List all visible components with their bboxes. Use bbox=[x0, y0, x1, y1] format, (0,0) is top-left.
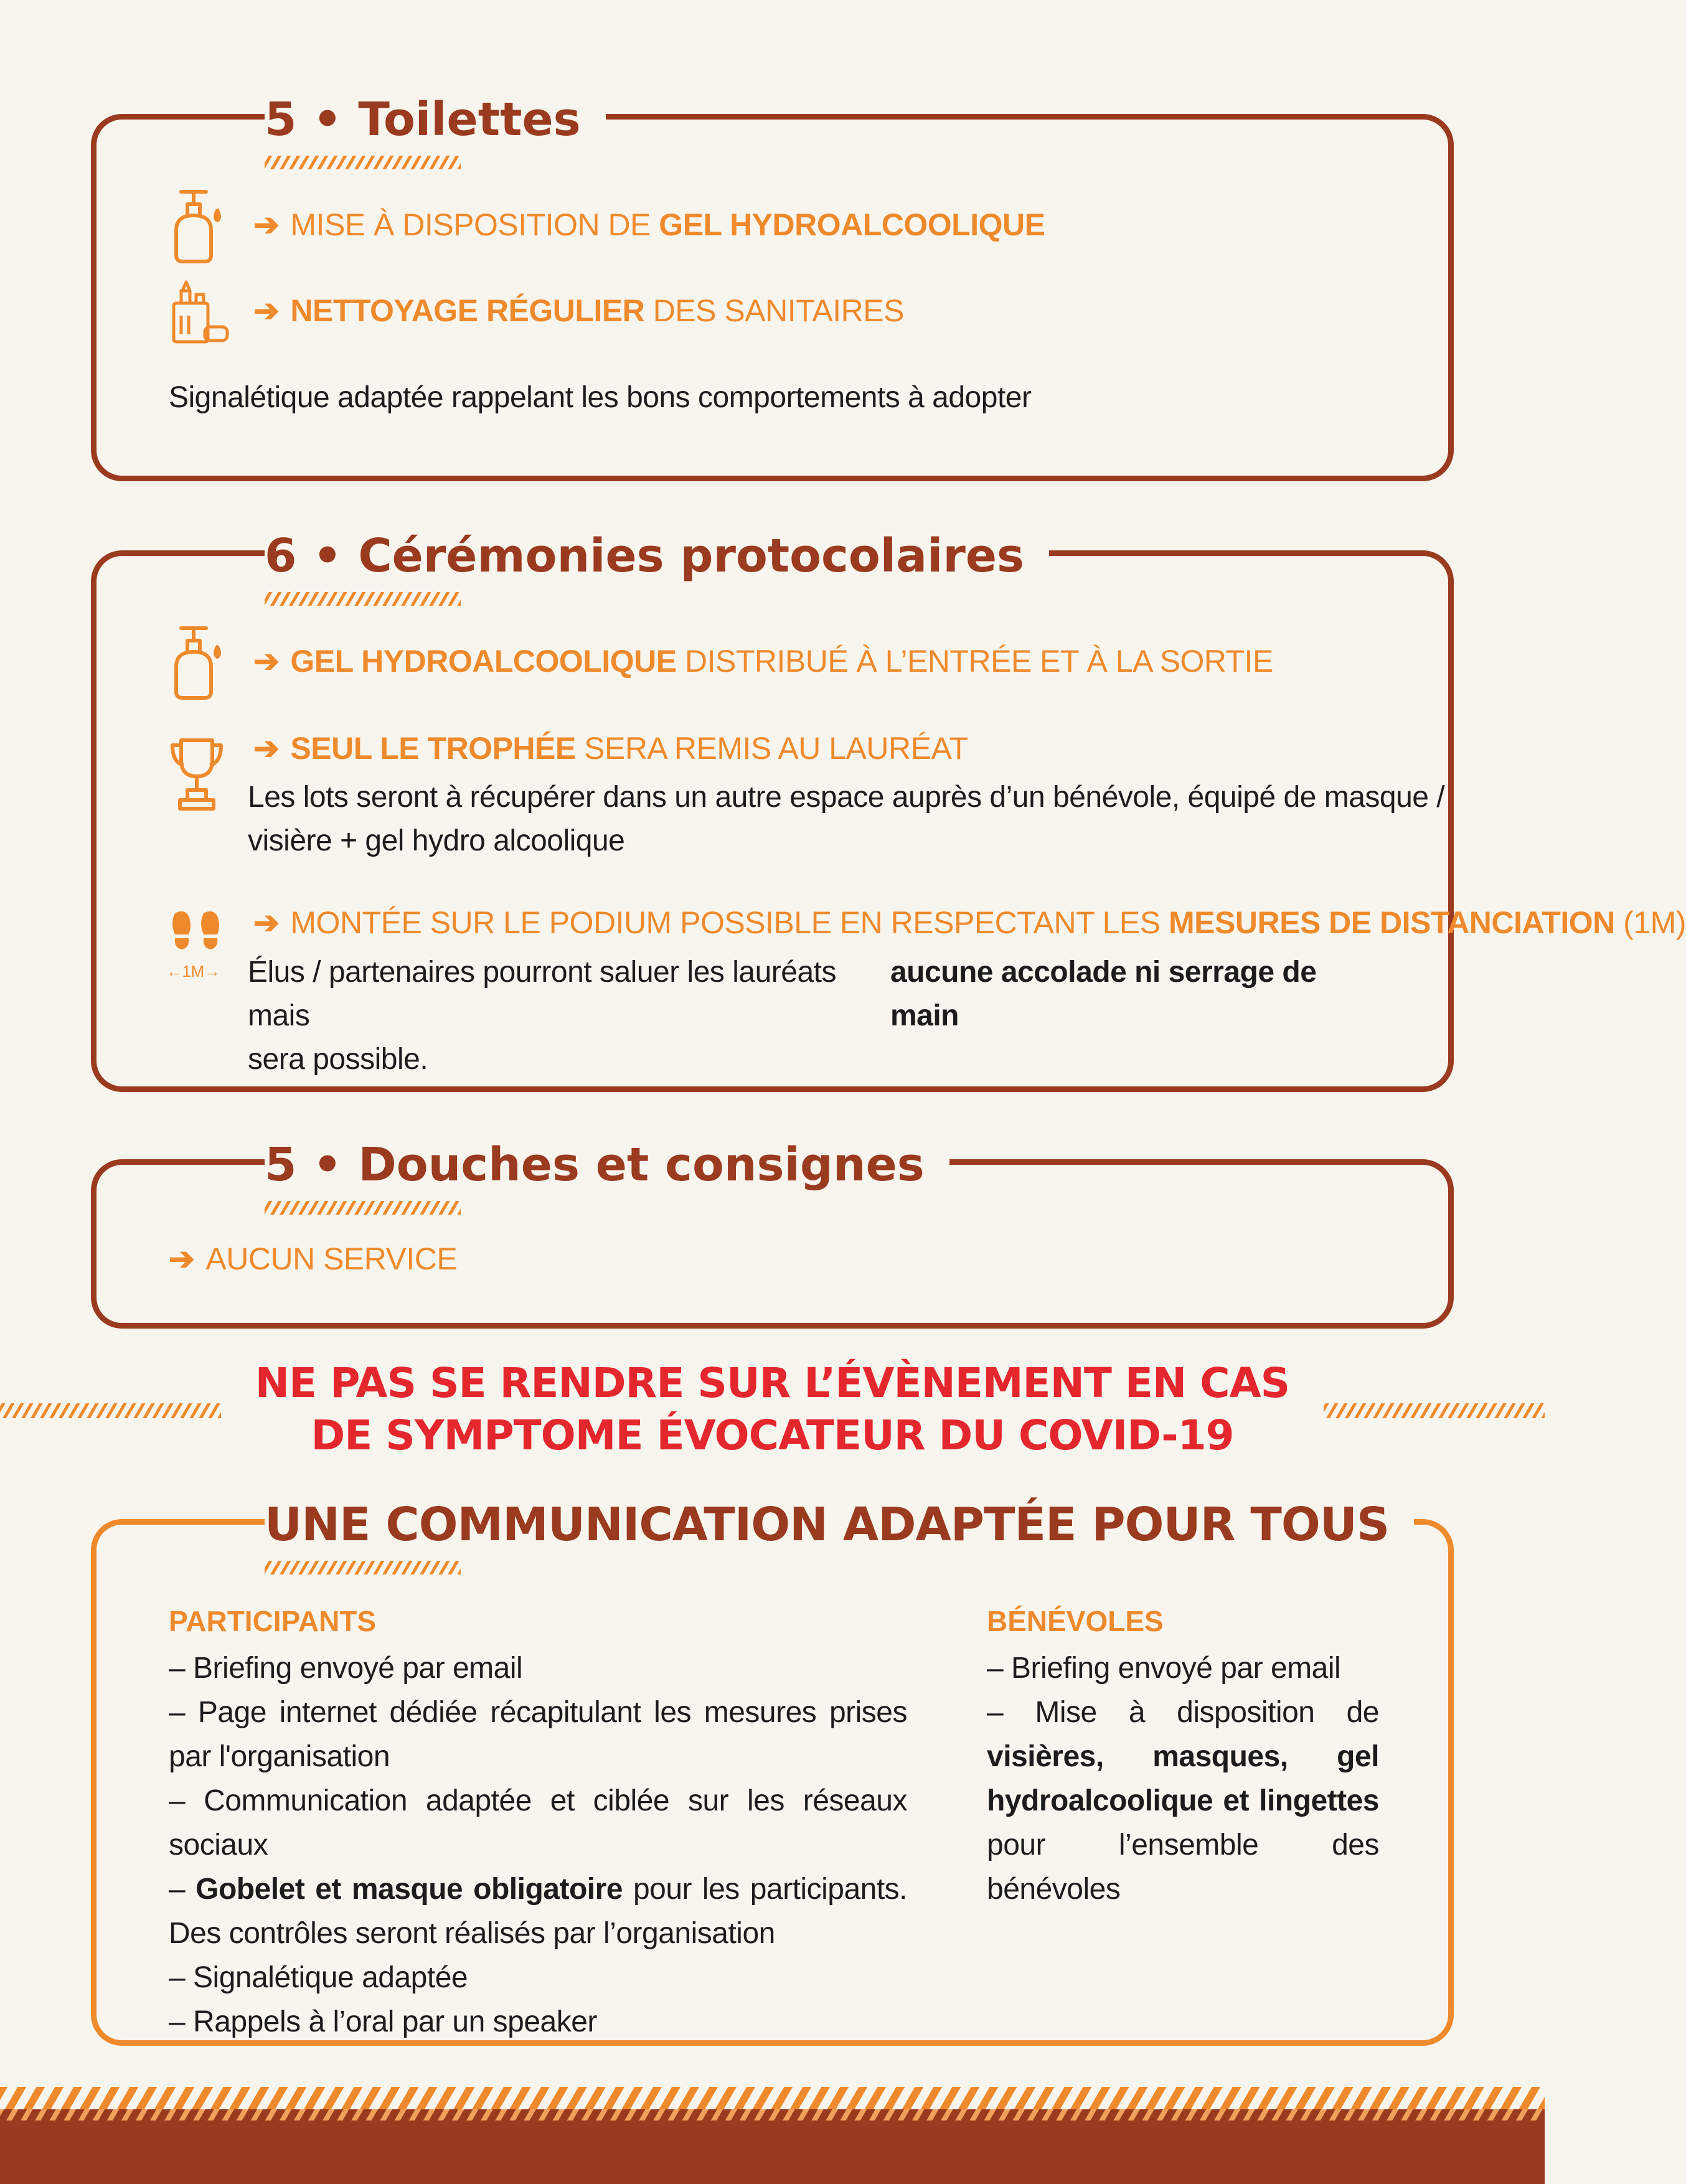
text-segment: Élus / partenaires pourront saluer les lauréats mais bbox=[248, 956, 837, 1032]
signage-note: Signalétique adaptée rappelant les bons comportements à adopter bbox=[169, 381, 1032, 414]
benevoles-heading: BÉNÉVOLES bbox=[987, 1605, 1164, 1637]
benevoles-list bbox=[987, 1646, 1379, 1911]
text-line: sera possible. bbox=[248, 1043, 428, 1076]
section-title: 6 • Cérémonies protocolaires bbox=[265, 529, 1049, 583]
covid-warning bbox=[0, 1357, 1545, 1462]
list-item: – Signalétique adaptée bbox=[169, 1961, 468, 1994]
participants-list bbox=[169, 1646, 907, 2044]
hatch-decoration bbox=[265, 592, 461, 606]
line-bold-text: GEL HYDROALCOOLIQUE bbox=[659, 207, 1045, 242]
text-bold-segment: aucune accolade ni serrage de main bbox=[890, 956, 1317, 1032]
list-item: – Page internet dédiée récapitulant les mesures prises par l'organisation bbox=[169, 1696, 907, 1773]
footer-hatch-decoration bbox=[0, 2087, 1545, 2112]
list-item-text: pour l’ensemble des bénévoles bbox=[987, 1829, 1379, 1906]
hand-sanitizer-icon bbox=[169, 622, 225, 703]
hatch-decoration bbox=[265, 1561, 461, 1574]
list-item: – Briefing envoyé par email bbox=[169, 1652, 523, 1685]
arrow-right-icon: ➔ bbox=[253, 207, 280, 242]
list-item-text: pour les participants. Des contrôles seront réalisés par l’organisation bbox=[169, 1873, 908, 1950]
list-item-text: – Mise à disposition de bbox=[987, 1696, 1379, 1729]
warning-line: NE PAS SE RENDRE SUR L’ÉVÈNEMENT EN CAS bbox=[255, 1359, 1290, 1407]
list-item-bold: visières, masques, gel hydroalcoolique et lingettes bbox=[987, 1740, 1379, 1817]
trophy-line bbox=[253, 730, 968, 766]
list-item: – Rappels à l’oral par un speaker bbox=[169, 2005, 597, 2038]
arrow-right-icon: ➔ bbox=[253, 644, 280, 679]
section-title: 5 • Douches et consignes bbox=[265, 1138, 949, 1192]
list-item: – Briefing envoyé par email bbox=[987, 1652, 1341, 1685]
arrow-right-icon: ➔ bbox=[169, 1241, 195, 1276]
text-line: Les lots seront à récupérer dans un autre espace auprès d’un bénévole, équipé de masque / bbox=[248, 781, 1445, 814]
line-bold-text: GEL HYDROALCOOLIQUE bbox=[290, 644, 677, 679]
distance-label: ←1M→ bbox=[166, 962, 220, 981]
sanitizer-availability-line bbox=[253, 207, 1045, 243]
lots-description bbox=[248, 776, 1444, 863]
arrow-right-icon: ➔ bbox=[253, 293, 280, 328]
arrow-right-icon: ➔ bbox=[253, 905, 280, 940]
hatch-decoration bbox=[265, 1201, 461, 1215]
line-text: AUCUN SERVICE bbox=[205, 1241, 458, 1276]
section-title: UNE COMMUNICATION ADAPTÉE POUR TOUS bbox=[265, 1498, 1414, 1551]
hatch-decoration bbox=[265, 156, 461, 169]
section-title: 5 • Toilettes bbox=[265, 93, 606, 146]
list-item-text: – bbox=[169, 1873, 196, 1906]
no-service-line bbox=[169, 1241, 457, 1277]
line-text: DISTRIBUÉ À L’ENTRÉE ET À LA SORTIE bbox=[676, 644, 1273, 679]
line-text: DES SANITAIRES bbox=[644, 293, 904, 328]
line-bold-text: SEUL LE TROPHÉE bbox=[290, 731, 576, 766]
line-text: SERA REMIS AU LAURÉAT bbox=[575, 731, 968, 766]
douches-section bbox=[91, 1138, 1454, 1329]
line-text: MONTÉE SUR LE PODIUM POSSIBLE EN RESPECTANT LES bbox=[290, 905, 1169, 940]
arrow-right-icon: ➔ bbox=[253, 731, 280, 766]
text-line bbox=[248, 951, 1381, 1038]
toilettes-section bbox=[91, 93, 1454, 481]
trophy-icon bbox=[169, 735, 225, 812]
warning-line: DE SYMPTOME ÉVOCATEUR DU COVID-19 bbox=[311, 1411, 1234, 1459]
line-text: (1M) bbox=[1614, 905, 1686, 940]
participants-heading: PARTICIPANTS bbox=[169, 1605, 377, 1637]
communication-section bbox=[91, 1498, 1454, 2046]
ceremonies-section bbox=[91, 529, 1686, 1092]
cleaning-supplies-icon bbox=[169, 278, 231, 347]
line-bold-text: NETTOYAGE RÉGULIER bbox=[290, 293, 645, 328]
footer-bar bbox=[0, 2109, 1545, 2184]
greeting-description bbox=[248, 951, 1381, 1081]
line-text: MISE À DISPOSITION DE bbox=[290, 207, 659, 242]
podium-line bbox=[253, 905, 1686, 941]
cleaning-line bbox=[253, 293, 904, 329]
line-bold-text: MESURES DE DISTANCIATION bbox=[1169, 905, 1615, 940]
hand-sanitizer-icon bbox=[169, 186, 225, 266]
footprints-icon bbox=[166, 910, 226, 959]
text-line: visière + gel hydro alcoolique bbox=[248, 824, 625, 857]
sanitizer-entry-exit-line bbox=[253, 643, 1273, 679]
list-item: – Communication adaptée et ciblée sur les réseaux sociaux bbox=[169, 1784, 907, 1862]
list-item bbox=[169, 1867, 907, 1956]
list-item-bold: Gobelet et masque obligatoire bbox=[195, 1873, 623, 1906]
list-item bbox=[987, 1690, 1379, 1911]
